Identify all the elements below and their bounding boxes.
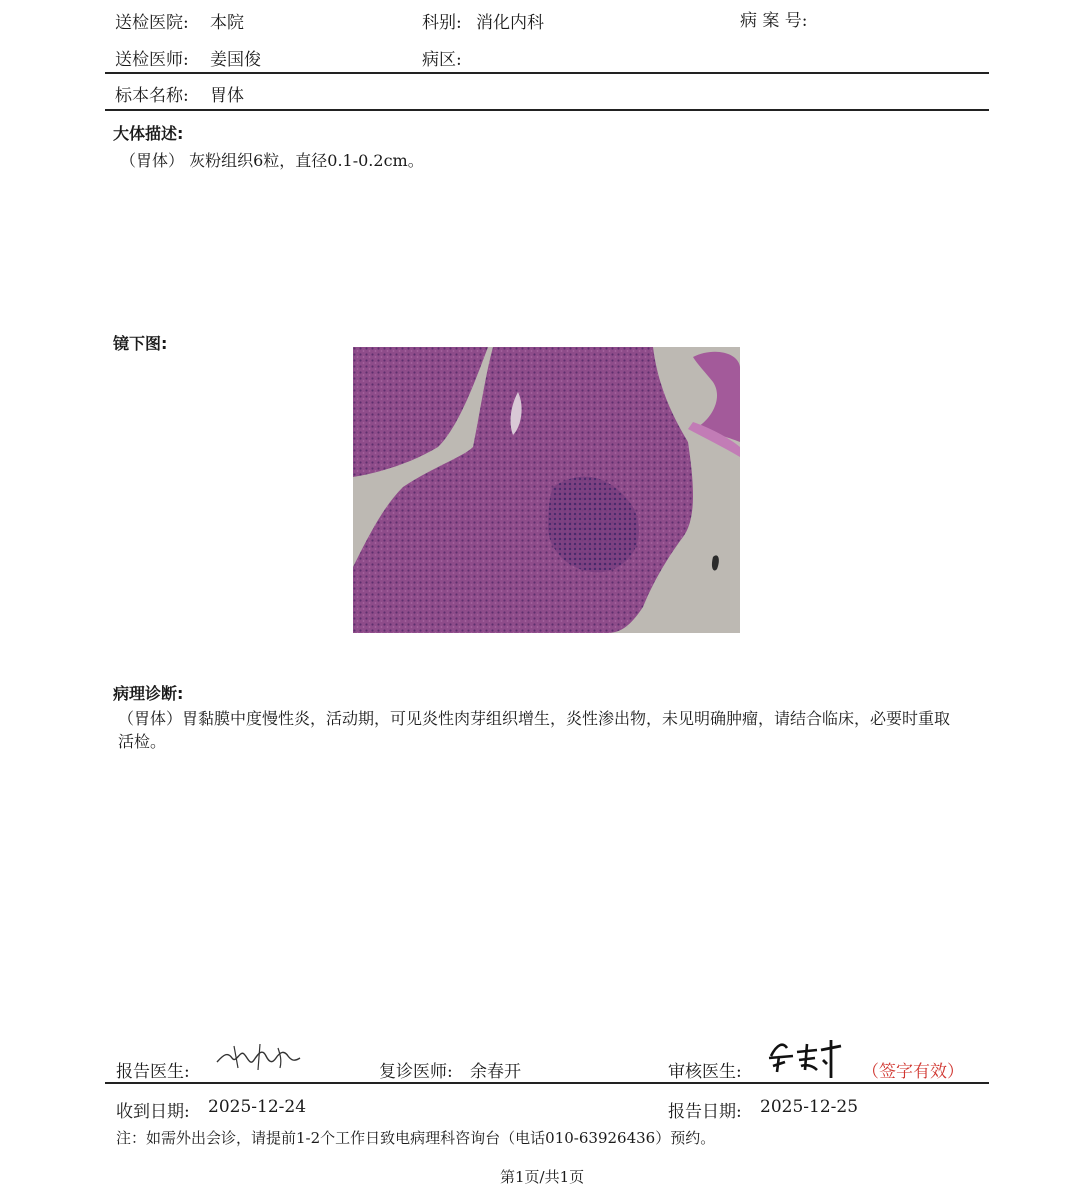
signature-valid-note: （签字有效） xyxy=(862,1062,964,1082)
signature-divider xyxy=(105,1082,989,1084)
audit-doctor-label: 审核医生: xyxy=(668,1062,742,1082)
gross-title: 大体描述: xyxy=(113,124,184,143)
doctor-label: 送检医师: xyxy=(115,50,189,70)
ward-label: 病区: xyxy=(422,50,462,70)
department-value: 消化内科 xyxy=(476,13,544,33)
micro-title: 镜下图: xyxy=(113,334,168,353)
header-divider xyxy=(105,72,989,74)
specimen-divider xyxy=(105,109,989,111)
specimen-label: 标本名称: xyxy=(115,86,189,106)
consultation-note: 注：如需外出会诊，请提前1-2个工作日致电病理科咨询台（电话010-63926436）预约。 xyxy=(116,1129,716,1147)
diagnosis-title: 病理诊断: xyxy=(113,684,184,703)
report-date-label: 报告日期: xyxy=(668,1102,742,1122)
audit-doctor-signature xyxy=(765,1036,845,1080)
department-label: 科别: xyxy=(422,13,462,33)
review-doctor-label: 复诊医师: xyxy=(379,1062,453,1082)
review-doctor-value: 余春开 xyxy=(470,1062,521,1082)
hospital-label: 送检医院: xyxy=(115,13,189,33)
report-doctor-label: 报告医生: xyxy=(116,1062,190,1082)
received-date-label: 收到日期: xyxy=(116,1102,190,1122)
specimen-value: 胃体 xyxy=(210,86,244,106)
doctor-value: 姜国俊 xyxy=(210,50,261,70)
case-number-label: 病 案 号: xyxy=(740,11,808,31)
micrograph-image xyxy=(353,347,740,633)
gross-text: （胃体） 灰粉组织6粒，直径0.1-0.2cm。 xyxy=(120,151,424,170)
report-date-value: 2025-12-25 xyxy=(760,1097,859,1117)
report-doctor-signature xyxy=(214,1040,304,1074)
diagnosis-text: （胃体）胃黏膜中度慢性炎，活动期，可见炎性肉芽组织增生，炎性渗出物，未见明确肿瘤，请结合临床，必要时重取活检。 xyxy=(118,709,951,751)
hospital-value: 本院 xyxy=(210,13,244,33)
page-number: 第1页/共1页 xyxy=(500,1168,585,1186)
received-date-value: 2025-12-24 xyxy=(208,1097,307,1117)
